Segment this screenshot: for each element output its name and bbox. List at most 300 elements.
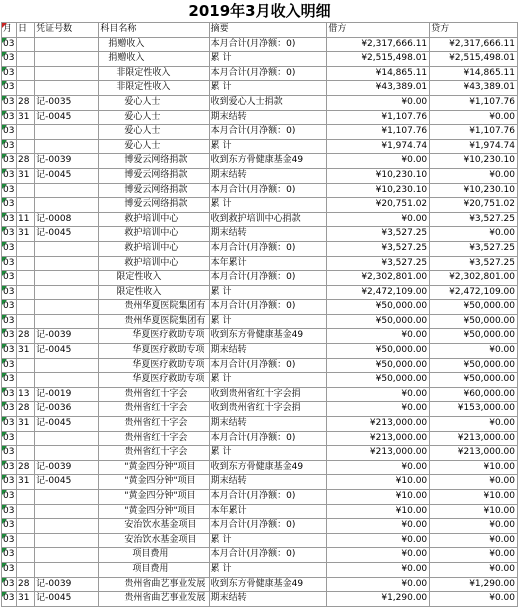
cell-day[interactable]: 31 <box>16 227 34 242</box>
cell-subject-text: 博爱云网络捐款 <box>124 155 188 166</box>
cell-summary[interactable]: 本月合计(月净额：0) <box>209 548 327 563</box>
cell-summary[interactable]: 本月合计(月净额：0) <box>209 241 327 256</box>
cell-credit[interactable]: ¥1,974.74 <box>430 139 518 154</box>
cell-summary[interactable]: 累 计 <box>209 373 327 388</box>
cell-month[interactable] <box>2 504 17 519</box>
cell-month[interactable] <box>2 519 17 534</box>
cell-summary[interactable]: 期末结转 <box>209 592 327 607</box>
cell-credit[interactable]: ¥50,000.00 <box>430 314 518 329</box>
cell-month-text: 03 <box>3 228 15 239</box>
cell-voucher[interactable] <box>35 533 99 548</box>
cell-subject[interactable] <box>99 533 209 548</box>
cell-subject-text: 捐赠收入 <box>108 53 145 64</box>
cell-subject[interactable] <box>99 402 209 417</box>
cell-summary[interactable]: 累 计 <box>209 314 327 329</box>
cell-summary[interactable]: 累 计 <box>209 52 327 67</box>
cell-day[interactable] <box>16 446 34 461</box>
cell-debit[interactable]: ¥0.00 <box>327 154 430 169</box>
cell-summary[interactable]: 本月合计(月净额：0) <box>209 358 327 373</box>
cell-summary[interactable]: 本月合计(月净额：0) <box>209 183 327 198</box>
cell-summary[interactable]: 累 计 <box>209 533 327 548</box>
cell-day[interactable]: 28 <box>16 154 34 169</box>
cell-summary[interactable]: 累 计 <box>209 285 327 300</box>
cell-day[interactable] <box>16 183 34 198</box>
cell-day[interactable]: 31 <box>16 344 34 359</box>
cell-subject[interactable] <box>99 37 209 52</box>
cell-credit[interactable]: ¥0.00 <box>430 562 518 577</box>
cell-subject[interactable] <box>99 460 209 475</box>
cell-voucher[interactable]: 记-0019 <box>35 387 99 402</box>
cell-day[interactable] <box>16 256 34 271</box>
cell-voucher[interactable]: 记-0039 <box>35 154 99 169</box>
cell-voucher[interactable]: 记-0036 <box>35 402 99 417</box>
cell-voucher[interactable] <box>35 81 99 96</box>
cell-summary[interactable]: 本月合计(月净额：0) <box>209 519 327 534</box>
cell-credit[interactable]: ¥3,527.25 <box>430 241 518 256</box>
cell-debit[interactable]: ¥2,317,666.11 <box>327 37 430 52</box>
cell-credit[interactable]: ¥0.00 <box>430 533 518 548</box>
cell-debit[interactable]: ¥0.00 <box>327 562 430 577</box>
cell-credit[interactable]: ¥213,000.00 <box>430 446 518 461</box>
cell-month[interactable] <box>2 402 17 417</box>
cell-day[interactable] <box>16 562 34 577</box>
cell-month[interactable] <box>2 66 17 81</box>
cell-summary[interactable]: 累 计 <box>209 446 327 461</box>
cell-credit[interactable]: ¥10.00 <box>430 504 518 519</box>
cell-month[interactable] <box>2 417 17 432</box>
cell-day[interactable]: 31 <box>16 168 34 183</box>
cell-day[interactable] <box>16 431 34 446</box>
cell-debit[interactable]: ¥213,000.00 <box>327 417 430 432</box>
cell-credit[interactable]: ¥20,751.02 <box>430 198 518 213</box>
cell-voucher[interactable] <box>35 183 99 198</box>
cell-marker-icon <box>2 417 7 422</box>
cell-day[interactable] <box>16 81 34 96</box>
cell-month[interactable] <box>2 460 17 475</box>
cell-summary[interactable]: 期末结转 <box>209 227 327 242</box>
cell-credit[interactable]: ¥0.00 <box>430 110 518 125</box>
cell-month[interactable] <box>2 344 17 359</box>
cell-credit[interactable]: ¥50,000.00 <box>430 329 518 344</box>
table-row <box>2 139 518 154</box>
cell-marker-icon <box>2 315 7 320</box>
cell-debit[interactable]: ¥2,472,109.00 <box>327 285 430 300</box>
cell-summary[interactable]: 收到贵州省红十字会捐 <box>209 387 327 402</box>
cell-month[interactable] <box>2 110 17 125</box>
cell-voucher[interactable] <box>35 358 99 373</box>
cell-voucher[interactable] <box>35 373 99 388</box>
cell-day[interactable] <box>16 52 34 67</box>
cell-month-text: 03 <box>3 67 15 78</box>
cell-credit[interactable]: ¥60,000.00 <box>430 387 518 402</box>
cell-day[interactable] <box>16 271 34 286</box>
cell-voucher[interactable] <box>35 66 99 81</box>
cell-subject[interactable] <box>99 314 209 329</box>
cell-subject-text: 限定性收入 <box>116 286 162 297</box>
cell-subject[interactable] <box>99 183 209 198</box>
cell-subject[interactable] <box>99 431 209 446</box>
cell-subject-text: 贵州省红十字会 <box>124 432 188 443</box>
cell-debit[interactable]: ¥3,527.25 <box>327 227 430 242</box>
cell-subject-text: 贵州省曲艺事业发展 <box>124 578 206 589</box>
cell-summary[interactable]: 收到贵州省红十字会捐 <box>209 402 327 417</box>
cell-debit[interactable]: ¥50,000.00 <box>327 358 430 373</box>
cell-credit[interactable]: ¥2,515,498.01 <box>430 52 518 67</box>
cell-month[interactable] <box>2 431 17 446</box>
cell-subject[interactable] <box>99 577 209 592</box>
cell-summary[interactable]: 期末结转 <box>209 110 327 125</box>
cell-summary[interactable]: 本月合计(月净额：0) <box>209 271 327 286</box>
cell-subject-text: 捐赠收入 <box>108 38 145 49</box>
cell-month[interactable] <box>2 125 17 140</box>
cell-month[interactable] <box>2 562 17 577</box>
cell-month[interactable] <box>2 139 17 154</box>
table-row <box>2 198 518 213</box>
cell-month[interactable] <box>2 592 17 607</box>
cell-voucher[interactable] <box>35 52 99 67</box>
cell-debit[interactable]: ¥1,290.00 <box>327 592 430 607</box>
cell-subject[interactable] <box>99 227 209 242</box>
cell-credit[interactable]: ¥0.00 <box>430 417 518 432</box>
cell-credit[interactable]: ¥10,230.10 <box>430 183 518 198</box>
cell-subject[interactable] <box>99 417 209 432</box>
cell-subject[interactable] <box>99 344 209 359</box>
cell-credit[interactable]: ¥3,527.25 <box>430 256 518 271</box>
cell-summary[interactable]: 本年累计 <box>209 256 327 271</box>
cell-day[interactable]: 31 <box>16 110 34 125</box>
cell-month[interactable] <box>2 52 17 67</box>
cell-voucher[interactable]: 记-0045 <box>35 417 99 432</box>
cell-voucher[interactable]: 记-0035 <box>35 95 99 110</box>
cell-day[interactable] <box>16 533 34 548</box>
cell-subject-text: 贵州省红十字会 <box>124 447 188 458</box>
cell-month[interactable] <box>2 329 17 344</box>
cell-month[interactable] <box>2 198 17 213</box>
cell-debit[interactable]: ¥213,000.00 <box>327 446 430 461</box>
cell-credit[interactable]: ¥1,107.76 <box>430 95 518 110</box>
cell-month[interactable] <box>2 387 17 402</box>
cell-voucher[interactable]: 记-0039 <box>35 460 99 475</box>
cell-day[interactable] <box>16 285 34 300</box>
cell-subject-text: 项目费用 <box>132 549 169 560</box>
cell-voucher[interactable] <box>35 37 99 52</box>
cell-credit[interactable]: ¥50,000.00 <box>430 373 518 388</box>
cell-summary[interactable]: 本月合计(月净额：0) <box>209 125 327 140</box>
cell-month[interactable] <box>2 490 17 505</box>
cell-debit[interactable]: ¥3,527.25 <box>327 256 430 271</box>
cell-voucher[interactable] <box>35 548 99 563</box>
cell-credit[interactable]: ¥0.00 <box>430 475 518 490</box>
cell-debit[interactable]: ¥2,302,801.00 <box>327 271 430 286</box>
cell-subject[interactable] <box>99 256 209 271</box>
cell-month[interactable] <box>2 533 17 548</box>
cell-debit[interactable]: ¥1,107.76 <box>327 110 430 125</box>
cell-summary[interactable]: 本月合计(月净额：0) <box>209 431 327 446</box>
cell-voucher[interactable]: 记-0045 <box>35 110 99 125</box>
cell-voucher[interactable] <box>35 519 99 534</box>
cell-month[interactable] <box>2 300 17 315</box>
header-month: 月 <box>2 23 17 38</box>
cell-subject[interactable] <box>99 66 209 81</box>
cell-voucher[interactable] <box>35 198 99 213</box>
cell-month-text: 03 <box>3 111 15 122</box>
cell-credit[interactable]: ¥153,000.00 <box>430 402 518 417</box>
cell-marker-icon <box>2 154 7 159</box>
cell-debit[interactable]: ¥0.00 <box>327 212 430 227</box>
cell-debit[interactable]: ¥10.00 <box>327 504 430 519</box>
cell-credit[interactable]: ¥3,527.25 <box>430 212 518 227</box>
cell-debit[interactable]: ¥20,751.02 <box>327 198 430 213</box>
cell-subject[interactable] <box>99 475 209 490</box>
cell-month[interactable] <box>2 168 17 183</box>
cell-month[interactable] <box>2 577 17 592</box>
cell-month[interactable] <box>2 285 17 300</box>
cell-debit[interactable]: ¥10,230.10 <box>327 168 430 183</box>
cell-voucher[interactable]: 记-0039 <box>35 577 99 592</box>
cell-month[interactable] <box>2 314 17 329</box>
cell-month[interactable] <box>2 373 17 388</box>
cell-voucher[interactable] <box>35 314 99 329</box>
cell-voucher[interactable] <box>35 271 99 286</box>
cell-debit[interactable]: ¥0.00 <box>327 402 430 417</box>
cell-voucher[interactable] <box>35 490 99 505</box>
cell-debit[interactable]: ¥10,230.10 <box>327 183 430 198</box>
cell-subject[interactable] <box>99 285 209 300</box>
cell-debit[interactable]: ¥10.00 <box>327 490 430 505</box>
cell-day[interactable] <box>16 66 34 81</box>
cell-credit[interactable]: ¥0.00 <box>430 168 518 183</box>
cell-subject[interactable] <box>99 154 209 169</box>
cell-credit[interactable]: ¥0.00 <box>430 344 518 359</box>
cell-debit[interactable]: ¥2,515,498.01 <box>327 52 430 67</box>
cell-day[interactable] <box>16 504 34 519</box>
cell-month[interactable] <box>2 548 17 563</box>
cell-month[interactable] <box>2 256 17 271</box>
cell-day[interactable]: 28 <box>16 329 34 344</box>
cell-summary[interactable]: 本月合计(月净额：0) <box>209 66 327 81</box>
cell-day[interactable] <box>16 139 34 154</box>
cell-subject[interactable] <box>99 387 209 402</box>
cell-subject[interactable] <box>99 212 209 227</box>
cell-day[interactable] <box>16 198 34 213</box>
cell-credit[interactable]: ¥10,230.10 <box>430 154 518 169</box>
cell-voucher[interactable]: 记-0045 <box>35 227 99 242</box>
cell-summary[interactable]: 本年累计 <box>209 504 327 519</box>
cell-summary[interactable]: 收到东方骨健康基金49 <box>209 577 327 592</box>
cell-credit[interactable]: ¥2,317,666.11 <box>430 37 518 52</box>
cell-summary[interactable]: 收到爱心人士捐款 <box>209 95 327 110</box>
cell-credit[interactable]: ¥213,000.00 <box>430 431 518 446</box>
cell-month[interactable] <box>2 446 17 461</box>
cell-month[interactable] <box>2 95 17 110</box>
cell-summary[interactable]: 期末结转 <box>209 168 327 183</box>
cell-debit[interactable]: ¥50,000.00 <box>327 314 430 329</box>
cell-subject[interactable] <box>99 358 209 373</box>
cell-day[interactable] <box>16 241 34 256</box>
cell-credit[interactable]: ¥1,107.76 <box>430 125 518 140</box>
cell-voucher[interactable]: 记-0045 <box>35 592 99 607</box>
cell-subject[interactable] <box>99 271 209 286</box>
cell-day[interactable] <box>16 125 34 140</box>
cell-day[interactable] <box>16 300 34 315</box>
header-day: 日 <box>16 23 34 38</box>
cell-subject[interactable] <box>99 241 209 256</box>
cell-debit[interactable]: ¥14,865.11 <box>327 66 430 81</box>
cell-subject[interactable] <box>99 198 209 213</box>
cell-summary[interactable]: 累 计 <box>209 81 327 96</box>
cell-voucher[interactable]: 记-0039 <box>35 329 99 344</box>
cell-credit[interactable]: ¥1,290.00 <box>430 577 518 592</box>
cell-voucher[interactable] <box>35 446 99 461</box>
cell-day[interactable] <box>16 373 34 388</box>
cell-month[interactable] <box>2 241 17 256</box>
cell-credit[interactable]: ¥0.00 <box>430 548 518 563</box>
cell-voucher[interactable] <box>35 300 99 315</box>
cell-subject[interactable] <box>99 110 209 125</box>
cell-subject[interactable] <box>99 139 209 154</box>
cell-day[interactable]: 28 <box>16 402 34 417</box>
cell-voucher[interactable] <box>35 562 99 577</box>
cell-month[interactable] <box>2 37 17 52</box>
cell-summary[interactable]: 本月合计(月净额：0) <box>209 490 327 505</box>
cell-credit[interactable]: ¥50,000.00 <box>430 300 518 315</box>
cell-subject-text: 爱心人士 <box>124 126 161 137</box>
cell-voucher[interactable] <box>35 125 99 140</box>
cell-voucher[interactable] <box>35 241 99 256</box>
cell-credit[interactable]: ¥10.00 <box>430 460 518 475</box>
cell-credit[interactable]: ¥10.00 <box>430 490 518 505</box>
cell-summary[interactable]: 期末结转 <box>209 475 327 490</box>
cell-debit[interactable]: ¥50,000.00 <box>327 373 430 388</box>
cell-summary[interactable]: 累 计 <box>209 139 327 154</box>
cell-summary[interactable]: 收到东方骨健康基金49 <box>209 460 327 475</box>
cell-credit[interactable]: ¥0.00 <box>430 592 518 607</box>
cell-month[interactable] <box>2 358 17 373</box>
cell-debit[interactable]: ¥0.00 <box>327 577 430 592</box>
cell-subject[interactable] <box>99 504 209 519</box>
cell-month[interactable] <box>2 81 17 96</box>
cell-subject[interactable] <box>99 562 209 577</box>
cell-month-text: 03 <box>3 315 15 326</box>
cell-subject[interactable] <box>99 168 209 183</box>
cell-month[interactable] <box>2 154 17 169</box>
cell-subject[interactable] <box>99 592 209 607</box>
cell-subject[interactable] <box>99 329 209 344</box>
cell-month[interactable] <box>2 183 17 198</box>
cell-debit[interactable]: ¥1,974.74 <box>327 139 430 154</box>
cell-day[interactable]: 28 <box>16 460 34 475</box>
cell-voucher[interactable]: 记-0008 <box>35 212 99 227</box>
cell-voucher[interactable] <box>35 285 99 300</box>
cell-day[interactable]: 31 <box>16 592 34 607</box>
cell-voucher[interactable] <box>35 139 99 154</box>
cell-voucher[interactable] <box>35 431 99 446</box>
cell-credit[interactable]: ¥0.00 <box>430 519 518 534</box>
cell-summary[interactable]: 期末结转 <box>209 344 327 359</box>
cell-summary[interactable]: 累 计 <box>209 198 327 213</box>
cell-debit[interactable]: ¥213,000.00 <box>327 431 430 446</box>
cell-day[interactable] <box>16 519 34 534</box>
cell-summary[interactable]: 累 计 <box>209 562 327 577</box>
cell-debit[interactable]: ¥0.00 <box>327 387 430 402</box>
cell-subject-text: 安治饮水基金项目 <box>124 534 197 545</box>
cell-summary[interactable]: 收到救护培训中心捐款 <box>209 212 327 227</box>
cell-subject[interactable] <box>99 300 209 315</box>
cell-debit[interactable]: ¥0.00 <box>327 548 430 563</box>
cell-voucher[interactable] <box>35 256 99 271</box>
cell-day[interactable] <box>16 548 34 563</box>
cell-month[interactable] <box>2 475 17 490</box>
cell-debit[interactable]: ¥0.00 <box>327 533 430 548</box>
cell-debit[interactable]: ¥0.00 <box>327 329 430 344</box>
cell-subject[interactable] <box>99 490 209 505</box>
table-row <box>2 504 518 519</box>
cell-day[interactable]: 13 <box>16 387 34 402</box>
cell-credit[interactable]: ¥2,302,801.00 <box>430 271 518 286</box>
cell-day[interactable]: 28 <box>16 95 34 110</box>
cell-credit[interactable]: ¥43,389.01 <box>430 81 518 96</box>
cell-debit[interactable]: ¥1,107.76 <box>327 125 430 140</box>
cell-day[interactable]: 31 <box>16 417 34 432</box>
cell-credit[interactable]: ¥2,472,109.00 <box>430 285 518 300</box>
cell-summary[interactable]: 收到东方骨健康基金49 <box>209 154 327 169</box>
cell-subject-text: 救护培训中心 <box>124 213 179 224</box>
cell-marker-icon <box>2 213 7 218</box>
cell-summary[interactable]: 期末结转 <box>209 417 327 432</box>
cell-summary[interactable]: 本月合计(月净额：0) <box>209 300 327 315</box>
cell-marker-icon <box>2 169 7 174</box>
cell-subject[interactable] <box>99 125 209 140</box>
cell-day[interactable]: 11 <box>16 212 34 227</box>
cell-credit[interactable]: ¥0.00 <box>430 227 518 242</box>
cell-day[interactable]: 28 <box>16 577 34 592</box>
cell-month[interactable] <box>2 212 17 227</box>
cell-subject[interactable] <box>99 373 209 388</box>
cell-day[interactable] <box>16 490 34 505</box>
cell-subject[interactable] <box>99 95 209 110</box>
cell-credit[interactable]: ¥50,000.00 <box>430 358 518 373</box>
cell-debit[interactable]: ¥50,000.00 <box>327 344 430 359</box>
cell-voucher[interactable]: 记-0045 <box>35 475 99 490</box>
cell-subject[interactable] <box>99 548 209 563</box>
cell-voucher[interactable] <box>35 504 99 519</box>
cell-subject[interactable] <box>99 446 209 461</box>
cell-subject[interactable] <box>99 81 209 96</box>
cell-debit[interactable]: ¥3,527.25 <box>327 241 430 256</box>
cell-summary[interactable]: 收到东方骨健康基金49 <box>209 329 327 344</box>
cell-debit[interactable]: ¥43,389.01 <box>327 81 430 96</box>
cell-day[interactable] <box>16 37 34 52</box>
cell-month-text: 03 <box>3 403 15 414</box>
cell-debit[interactable]: ¥0.00 <box>327 95 430 110</box>
cell-credit[interactable]: ¥14,865.11 <box>430 66 518 81</box>
cell-debit[interactable]: ¥50,000.00 <box>327 300 430 315</box>
cell-voucher[interactable]: 记-0045 <box>35 344 99 359</box>
cell-voucher[interactable]: 记-0045 <box>35 168 99 183</box>
cell-debit[interactable]: ¥0.00 <box>327 519 430 534</box>
cell-day[interactable]: 31 <box>16 475 34 490</box>
cell-debit[interactable]: ¥10.00 <box>327 475 430 490</box>
cell-day[interactable] <box>16 358 34 373</box>
cell-day[interactable] <box>16 314 34 329</box>
cell-summary[interactable]: 本月合计(月净额：0) <box>209 37 327 52</box>
cell-subject[interactable] <box>99 52 209 67</box>
cell-subject[interactable] <box>99 519 209 534</box>
cell-month[interactable] <box>2 227 17 242</box>
cell-debit[interactable]: ¥0.00 <box>327 460 430 475</box>
cell-marker-icon <box>2 329 7 334</box>
cell-month[interactable] <box>2 271 17 286</box>
